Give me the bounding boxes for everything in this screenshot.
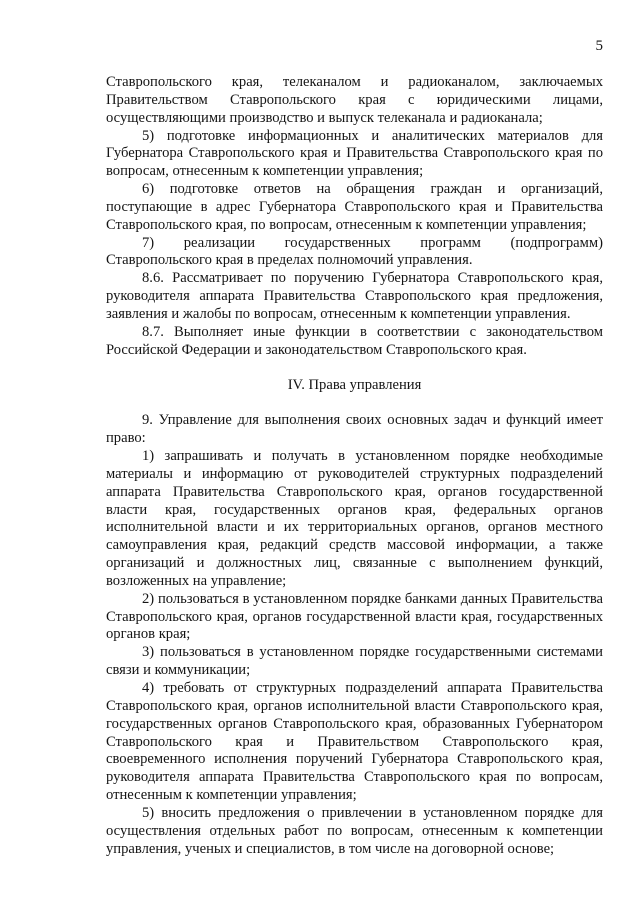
section-iv-body (106, 412, 603, 858)
paragraph: 9. Управление для выполнения своих основных задач и функций имеет право: (106, 412, 603, 447)
paragraph: 7) реализации государственных программ (подпрограмм) Ставропольского края в пределах полномочий управления. (106, 234, 603, 269)
paragraph: 4) требовать от структурных подразделений аппарата Правительства Ставропольского края, органов исполнительной власти Ставропольского края, государственных органов Ставропольского края, образованных Губернатором Ставропольского края и Правительством Ставропольского края, своевременного исполнения поручений Губернатора Ставропольского края, руководителя аппарата Правительства Ставропольского края по вопросам, отнесенным к компетенции управления; (106, 680, 603, 804)
document-body (106, 74, 603, 858)
paragraph: 6) подготовке ответов на обращения граждан и организаций, поступающие в адрес Губернатора Ставропольского края и Правительства Ставропольского края, по вопросам, отнесенным к компетенции управления; (106, 181, 603, 233)
paragraph: Ставропольского края, телеканалом и радиоканалом, заключаемых Правительством Ставропольского края с юридическими лицами, осуществляющими производство и выпуск телеканала и радиоканала; (106, 74, 603, 126)
paragraph: 8.7. Выполняет иные функции в соответствии с законодательством Российской Федерации и законодательством Ставропольского края. (106, 323, 603, 358)
page-number: 5 (595, 38, 603, 54)
paragraph: 5) подготовке информационных и аналитических материалов для Губернатора Ставропольского края и Правительства Ставропольского края по вопросам, отнесенным к компетенции управления; (106, 127, 603, 180)
paragraph: 8.6. Рассматривает по поручению Губернатора Ставропольского края, руководителя аппарата Правительства Ставропольского края предложения, заявления и жалобы по вопросам, отнесенным к компетенции управления. (106, 270, 603, 322)
paragraph: 2) пользоваться в установленном порядке банками данных Правительства Ставропольского края, органов государственной власти края, государственных органов края; (106, 590, 603, 643)
section-iii-continuation (106, 74, 603, 360)
paragraph: 3) пользоваться в установленном порядке государственными системами связи и коммуникации; (106, 644, 603, 679)
paragraph: 5) вносить предложения о привлечении в установленном порядке для осуществления отдельных работ по вопросам, отнесенным к компетенции управления, ученых и специалистов, в том числе на договорной основе; (106, 804, 603, 857)
section-heading: IV. Права управления (287, 376, 422, 393)
paragraph: 1) запрашивать и получать в установленном порядке необходимые материалы и информацию от руководителей структурных подразделений аппарата Правительства Ставропольского края, органов государственной власти края, государственных органов края, федеральных органов исполнительной власти и их территориальных органов, органов местного самоуправления края, редакций средств массовой информации, а также организаций и должностных лиц, связанные с выполнением функций, возложенных на управление; (106, 448, 603, 589)
